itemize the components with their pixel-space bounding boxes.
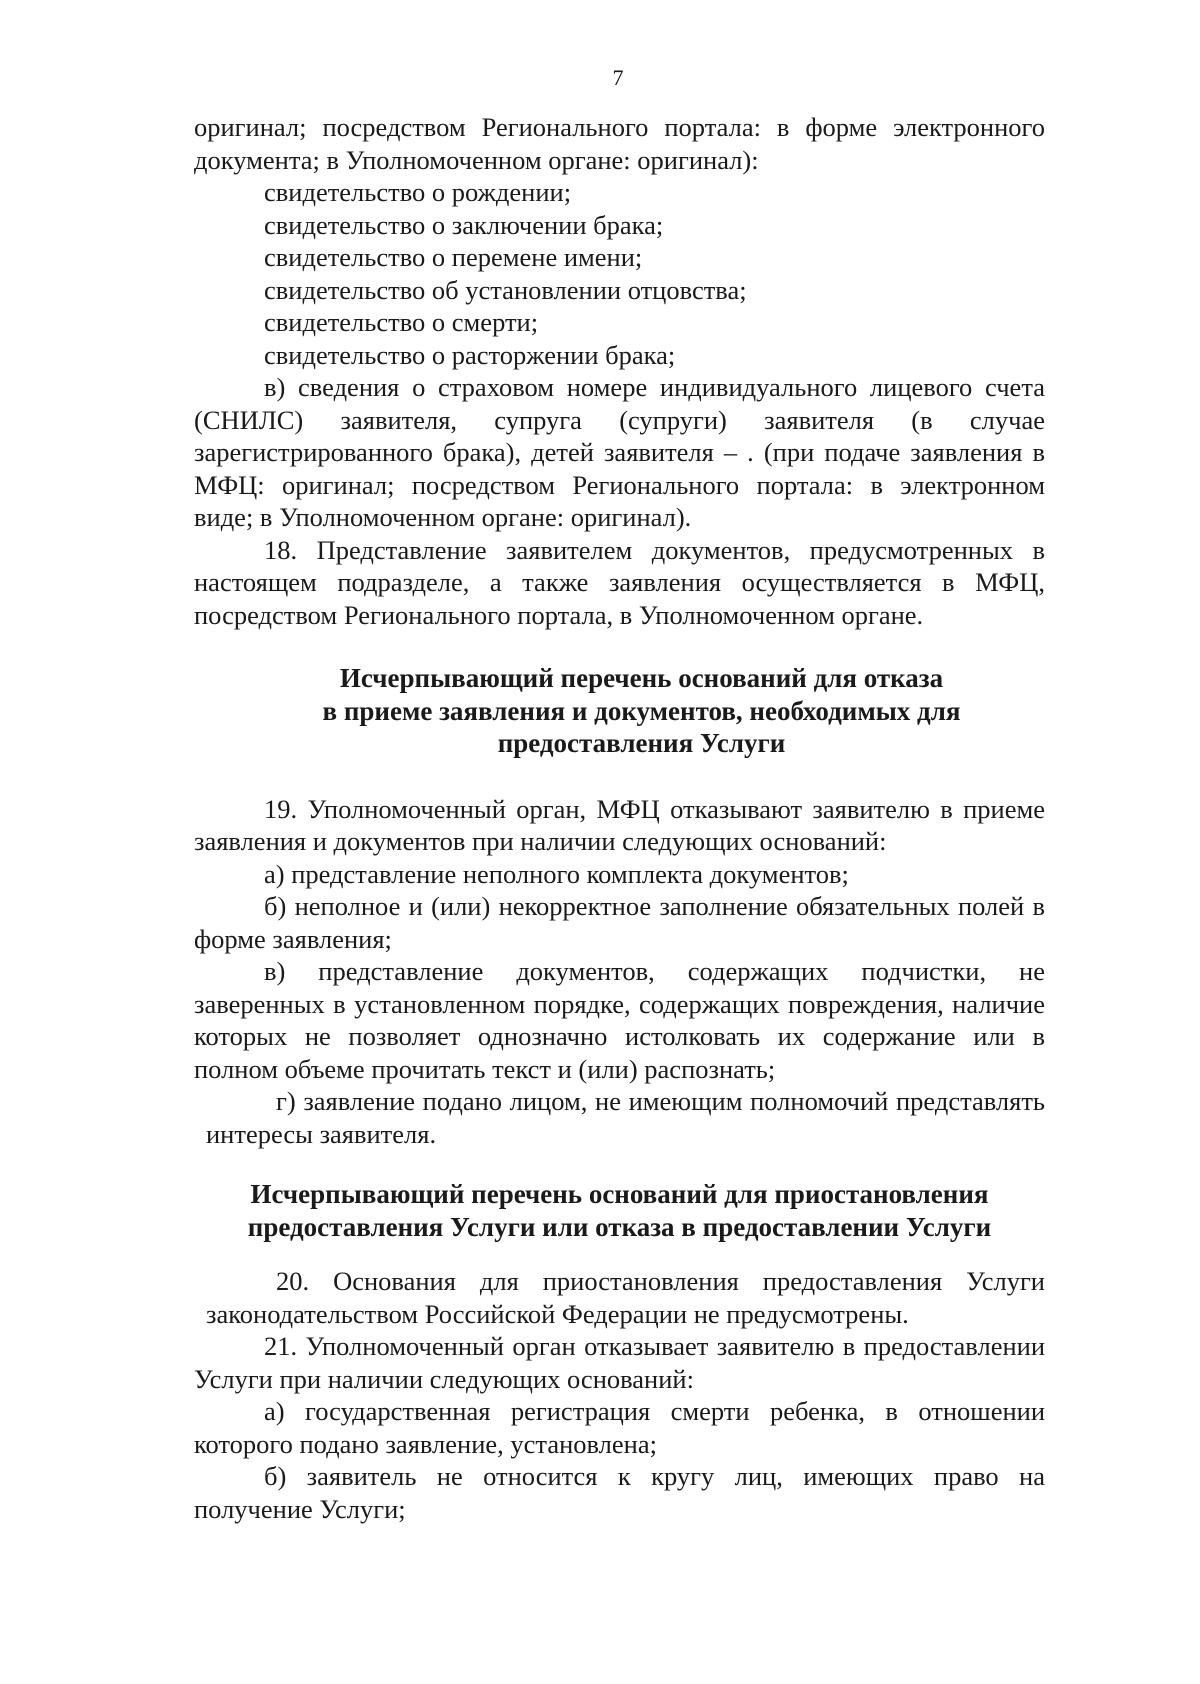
heading-line: Исчерпывающий перечень оснований для отказа xyxy=(339,663,944,693)
list-item: свидетельство о смерти; xyxy=(264,307,539,337)
paragraph-item-19-a: а) представление неполного комплекта документов; xyxy=(264,858,849,889)
list-item: свидетельство об установлении отцовства; xyxy=(264,274,747,305)
paragraph-item-21-b: б) заявитель не относится к кругу лиц, имеющих право на получение Услуги; xyxy=(194,1461,1045,1524)
document-body xyxy=(194,111,1045,1525)
paragraph-item-19-g: г) заявление подано лицом, не имеющим полномочий представлять интересы заявителя. xyxy=(206,1086,1045,1149)
certificate-list xyxy=(194,176,1045,371)
heading-line: предоставления Услуги xyxy=(497,728,786,758)
paragraph-item-18: 18. Представление заявителем документов, предусмотренных в настоящем подразделе, а также заявления осуществляется в МФЦ, посредством Регионального портала, в Уполномоченном органе. xyxy=(194,534,1045,630)
section-heading-refusal-acceptance xyxy=(194,662,1045,760)
paragraph-item-19-b: б) неполное и (или) некорректное заполнение обязательных полей в форме заявления; xyxy=(194,891,1045,954)
list-item: свидетельство о перемене имени; xyxy=(264,242,643,272)
paragraph-item-19-v: в) представление документов, содержащих подчистки, не заверенных в установленном порядке, содержащих повреждения, наличие которых не позволяет однозначно истолковать их содержание или в полном объеме прочитать текст и (или) распознать; xyxy=(194,956,1045,1084)
heading-line: Исчерпывающий перечень оснований для приостановления xyxy=(250,1179,989,1209)
paragraph-item-21-a: а) государственная регистрация смерти ребенка, в отношении которого подано заявление, установлена; xyxy=(194,1396,1045,1459)
section-heading-suspension-refusal xyxy=(194,1178,1045,1243)
intro-paragraph: оригинал; посредством Регионального портала: в форме электронного документа; в Уполномоченном органе: оригинал): xyxy=(194,112,1045,175)
list-item: свидетельство о рождении; xyxy=(264,177,572,207)
paragraph-item-v-snils: в) сведения о страховом номере индивидуального лицевого счета (СНИЛС) заявителя, супруга (супруги) заявителя (в случае зарегистрированного брака), детей заявителя – . (при подаче заявления в МФЦ: оригинал; посредством Регионального портала: в электронном виде; в Уполномоченном органе: оригинал). xyxy=(194,372,1045,532)
paragraph-item-19: 19. Уполномоченный орган, МФЦ отказывают заявителю в приеме заявления и документов при наличии следующих оснований: xyxy=(194,793,1045,856)
paragraph-item-21: 21. Уполномоченный орган отказывает заявителю в предоставлении Услуги при наличии следующих оснований: xyxy=(194,1331,1045,1394)
list-item: свидетельство о заключении брака; xyxy=(264,209,664,240)
heading-line: в приеме заявления и документов, необходимых для xyxy=(322,695,961,726)
page-number: 7 xyxy=(612,65,624,90)
heading-line: предоставления Услуги или отказа в предоставлении Услуги xyxy=(247,1211,992,1242)
list-item: свидетельство о расторжении брака; xyxy=(264,339,676,370)
paragraph-item-20: 20. Основания для приостановления предоставления Услуги законодательством Российской Федерации не предусмотрены. xyxy=(206,1266,1045,1329)
